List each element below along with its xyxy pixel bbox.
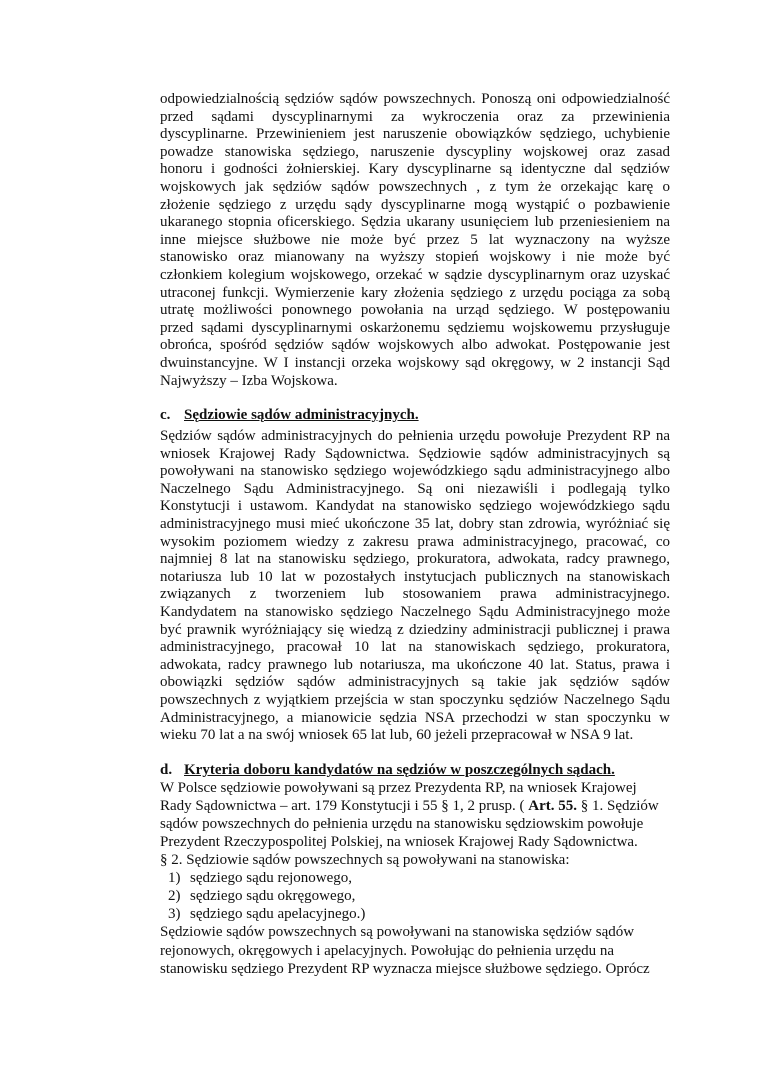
paragraph-administrative-judges: [160, 428, 670, 745]
text-line: wniosek Krajowej Rady Sądownictwa. Sędziowie sądów administracyjnych są: [160, 445, 670, 462]
section-title: Kryteria doboru kandydatów na sędziów w poszczególnych sądach.: [184, 762, 615, 778]
list-item: [160, 887, 670, 905]
text-line: obrońca, spośród sędziów sądów wojskowych albo adwokat. Postępowanie jest: [160, 337, 670, 354]
text-line: Najwyższy – Izba Wojskowa.: [160, 372, 338, 389]
text-line: sądów powszechnych do pełnienia urzędu na stanowisku sędziowskim powołuje: [160, 816, 644, 833]
list-number: 3): [168, 906, 181, 923]
text-line: Sędziowie sądów powszechnych są powoływani na stanowiska sędziów sądów: [160, 924, 635, 941]
section-c-heading: [160, 406, 670, 424]
text-line: stanowisko oraz mianowany na wyższy stopień wojskowy i nie może być: [160, 249, 670, 266]
section-letter: d.: [160, 762, 173, 778]
list-number: 2): [168, 888, 181, 905]
text-line: Prezydent Rzeczypospolitej Polskiej, na wniosek Krajowej Rady Sądownictwa.: [160, 834, 638, 851]
section-d-heading: [160, 761, 670, 779]
text-line: stanowisku sędziego Prezydent RP wyznacza miejsce służbowe sędziego. Oprócz: [160, 960, 650, 977]
text-line: wysokim poziomem wiedzy z zakresu prawa administracyjnego, pracować, co: [160, 533, 670, 550]
text-line: Konstytucji i ustawom. Kandydat na stanowisko sędziego wojewódzkiego sądu: [160, 498, 670, 515]
text-line: związanych z tworzeniem lub stosowaniem prawa administracyjnego.: [160, 586, 670, 603]
text-line: § 2. Sędziowie sądów powszechnych są powoływani na stanowiska:: [160, 852, 570, 869]
text-line: utraconej funkcji. Wymierzenie kary złożenia sędziego z urzędu pociąga za sobą: [160, 284, 670, 301]
text-line: dwuinstancyjne. W I instancji orzeka wojskowy sąd okręgowy, w 2 instancji Sąd: [160, 354, 670, 371]
text-line: ukaranego stopnia oficerskiego. Sędzia ukarany usunięciem lub przeniesieniem na: [160, 214, 670, 231]
text-line: inne miejsce służbowe nie może być przez 5 lat wyznaczony na wyższe: [160, 231, 670, 248]
text-line: Naczelnego Sądu Administracyjnego. Są oni niezawiśli i podlegają tylko: [160, 480, 670, 497]
list-item: [160, 905, 670, 923]
text-line: administracyjnego musi mieć ukończone 35 lat, dobry stan zdrowia, wyróżniać się: [160, 515, 670, 532]
text-line: Sędziów sądów administracyjnych do pełnienia urzędu powołuje Prezydent RP na: [160, 428, 670, 444]
text-line: wieku 70 lat a na swój wniosek 65 lat lub, 60 jeżeli przepracował w NSA 9 lat.: [160, 727, 634, 744]
text-line: administracyjnego, pracował 10 lat na stanowiskach sędziego, prokuratora,: [160, 639, 670, 656]
text-run: Rady Sądownictwa – art. 179 Konstytucji i 55 § 1, 2 prusp. (: [160, 798, 529, 815]
numbered-list: [160, 869, 670, 923]
text-line: powoływani na stanowisko sędziego wojewódzkiego sądu administracyjnego albo: [160, 463, 670, 480]
text-line: obowiązki sędziów sądów administracyjnych są takie jak sędziów sądów: [160, 674, 670, 691]
text-line: wojskowych jak sędziów sądów powszechnych , z tym że orzekając karę o: [160, 178, 670, 195]
text-line: W Polsce sędziowie powoływani są przez Prezydenta RP, na wniosek Krajowej: [160, 780, 637, 796]
text-line: najmniej 8 lat na stanowisku sędziego, prokuratora, adwokata, radcy prawnego,: [160, 551, 670, 568]
text-line: być prawnik wyróżniający się wiedzą z dziedziny administracji publicznej i prawa: [160, 621, 670, 638]
paragraph-candidate-criteria: [160, 779, 670, 978]
list-text: sędziego sądu apelacyjnego.): [190, 906, 366, 923]
text-line: notariusza lub 10 lat w pozostałych instytucjach publicznych na stanowiskach: [160, 568, 670, 585]
text-line: odpowiedzialnością sędziów sądów powszechnych. Ponoszą oni odpowiedzialność: [160, 91, 670, 107]
section-title: Sędziowie sądów administracyjnych.: [184, 407, 419, 423]
text-line: adwokata, radcy prawnego lub notariusza, ma ukończone 40 lat. Status, prawa i: [160, 656, 670, 673]
text-line: rejonowych, okręgowych i apelacyjnych. Powołując do pełnienia urzędu na: [160, 942, 615, 959]
list-text: sędziego sądu okręgowego,: [190, 888, 356, 905]
paragraph-military-judges: [160, 91, 670, 390]
list-item: [160, 869, 670, 887]
text-line: Administracyjnego, a mianowicie sędzia NSA przechodzi w stan spoczynku w: [160, 709, 670, 726]
text-line: powadze stanowiska sędziego, naruszenie dyscypliny wojskowej oraz zasad: [160, 143, 670, 160]
text-line: złożenie sędziego z urzędu sądy dyscyplinarne mogą wystąpić o pozbawienie: [160, 196, 670, 213]
text-line: Kandydatem na stanowisko sędziego Naczelnego Sądu Administracyjnego może: [160, 603, 670, 620]
list-text: sędziego sądu rejonowego,: [190, 870, 353, 887]
text-line: utratę możliwości ponownego powołania na urząd sędziego. W postępowaniu: [160, 302, 670, 319]
list-number: 1): [168, 870, 181, 887]
text-line: honoru i godności żołnierskiej. Kary dyscyplinarne są identyczne dal sędziów: [160, 161, 670, 178]
text-line: dyscyplinarne. Przewinieniem jest naruszenie obowiązków sędziego, uchybienie: [160, 126, 670, 143]
text-line: przed sądami dyscyplinarnymi oskarżonemu sędziemu wojskowemu przysługuje: [160, 319, 670, 336]
text-line: powszechnych z wyjątkiem przejścia w stan spoczynku sędziów Naczelnego Sądu: [160, 691, 670, 708]
text-line: członkiem kolegium wojskowego, orzekać w sądzie dyscyplinarnym oraz uzyskać: [160, 266, 670, 283]
article-reference: Art. 55.: [528, 798, 578, 815]
text-line: [160, 797, 670, 815]
section-letter: c.: [160, 407, 171, 423]
text-line: przed sądami dyscyplinarnymi za wykroczenia oraz za przewinienia: [160, 108, 670, 125]
text-run: § 1. Sędziów: [577, 798, 659, 815]
